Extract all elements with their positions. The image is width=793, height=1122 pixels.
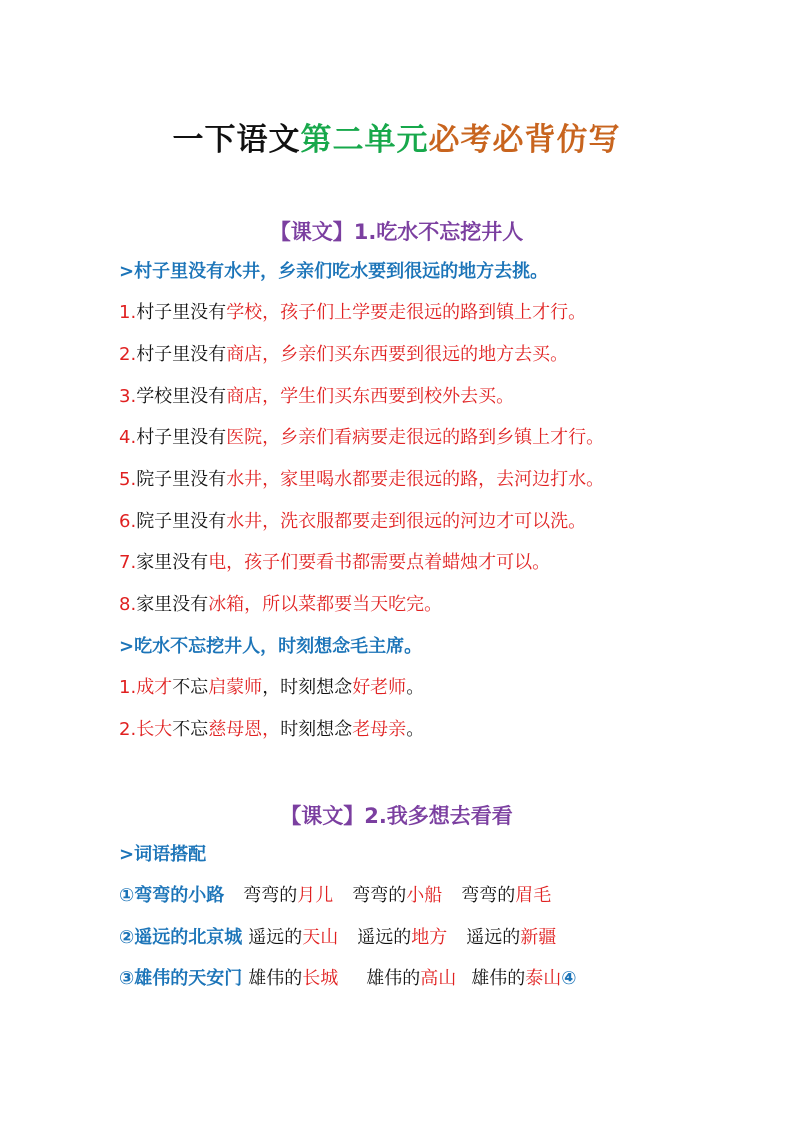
table-row: ③雄伟的天安门 雄伟的长城 雄伟的高山 雄伟的泰山④ <box>119 968 577 989</box>
list-item: 7.家里没有电，孩子们要看书都需要点着蜡烛才可以。 <box>119 552 551 573</box>
section2-intro: >词语搭配 <box>119 844 207 865</box>
section2-heading: 【课文】2.我多想去看看 <box>280 804 513 828</box>
title-part-1: 一下语文 <box>172 122 301 158</box>
list-item: 1.成才不忘启蒙师，时刻想念好老师。 <box>119 677 425 698</box>
page-title <box>0 114 793 159</box>
list-item: 1.村子里没有学校，孩子们上学要走很远的路到镇上才行。 <box>119 302 587 323</box>
list-item: 8.家里没有冰箱，所以菜都要当天吃完。 <box>119 594 443 615</box>
list-item: 3.学校里没有商店，学生们买东西要到校外去买。 <box>119 386 515 407</box>
section1-intro2: >吃水不忘挖井人，时刻想念毛主席。 <box>119 636 423 657</box>
list-item: 6.院子里没有水井，洗衣服都要走到很远的河边才可以洗。 <box>119 511 587 532</box>
title-part-3: 必考必背仿写 <box>428 122 621 158</box>
section1-heading: 【课文】1.吃水不忘挖井人 <box>269 220 524 244</box>
list-item: 4.村子里没有医院，乡亲们看病要走很远的路到乡镇上才行。 <box>119 427 605 448</box>
table-row: ②遥远的北京城 遥远的天山 遥远的地方 遥远的新疆 <box>119 927 557 948</box>
list-item: 2.长大不忘慈母恩，时刻想念老母亲。 <box>119 719 425 740</box>
section1-intro: >村子里没有水井，乡亲们吃水要到很远的地方去挑。 <box>119 261 549 282</box>
list-item: 2.村子里没有商店，乡亲们买东西要到很远的地方去买。 <box>119 344 569 365</box>
list-item: 5.院子里没有水井，家里喝水都要走很远的路，去河边打水。 <box>119 469 605 490</box>
title-part-2: 第二单元 <box>300 122 429 158</box>
table-row: ①弯弯的小路 弯弯的月儿 弯弯的小船 弯弯的眉毛 <box>119 885 552 906</box>
